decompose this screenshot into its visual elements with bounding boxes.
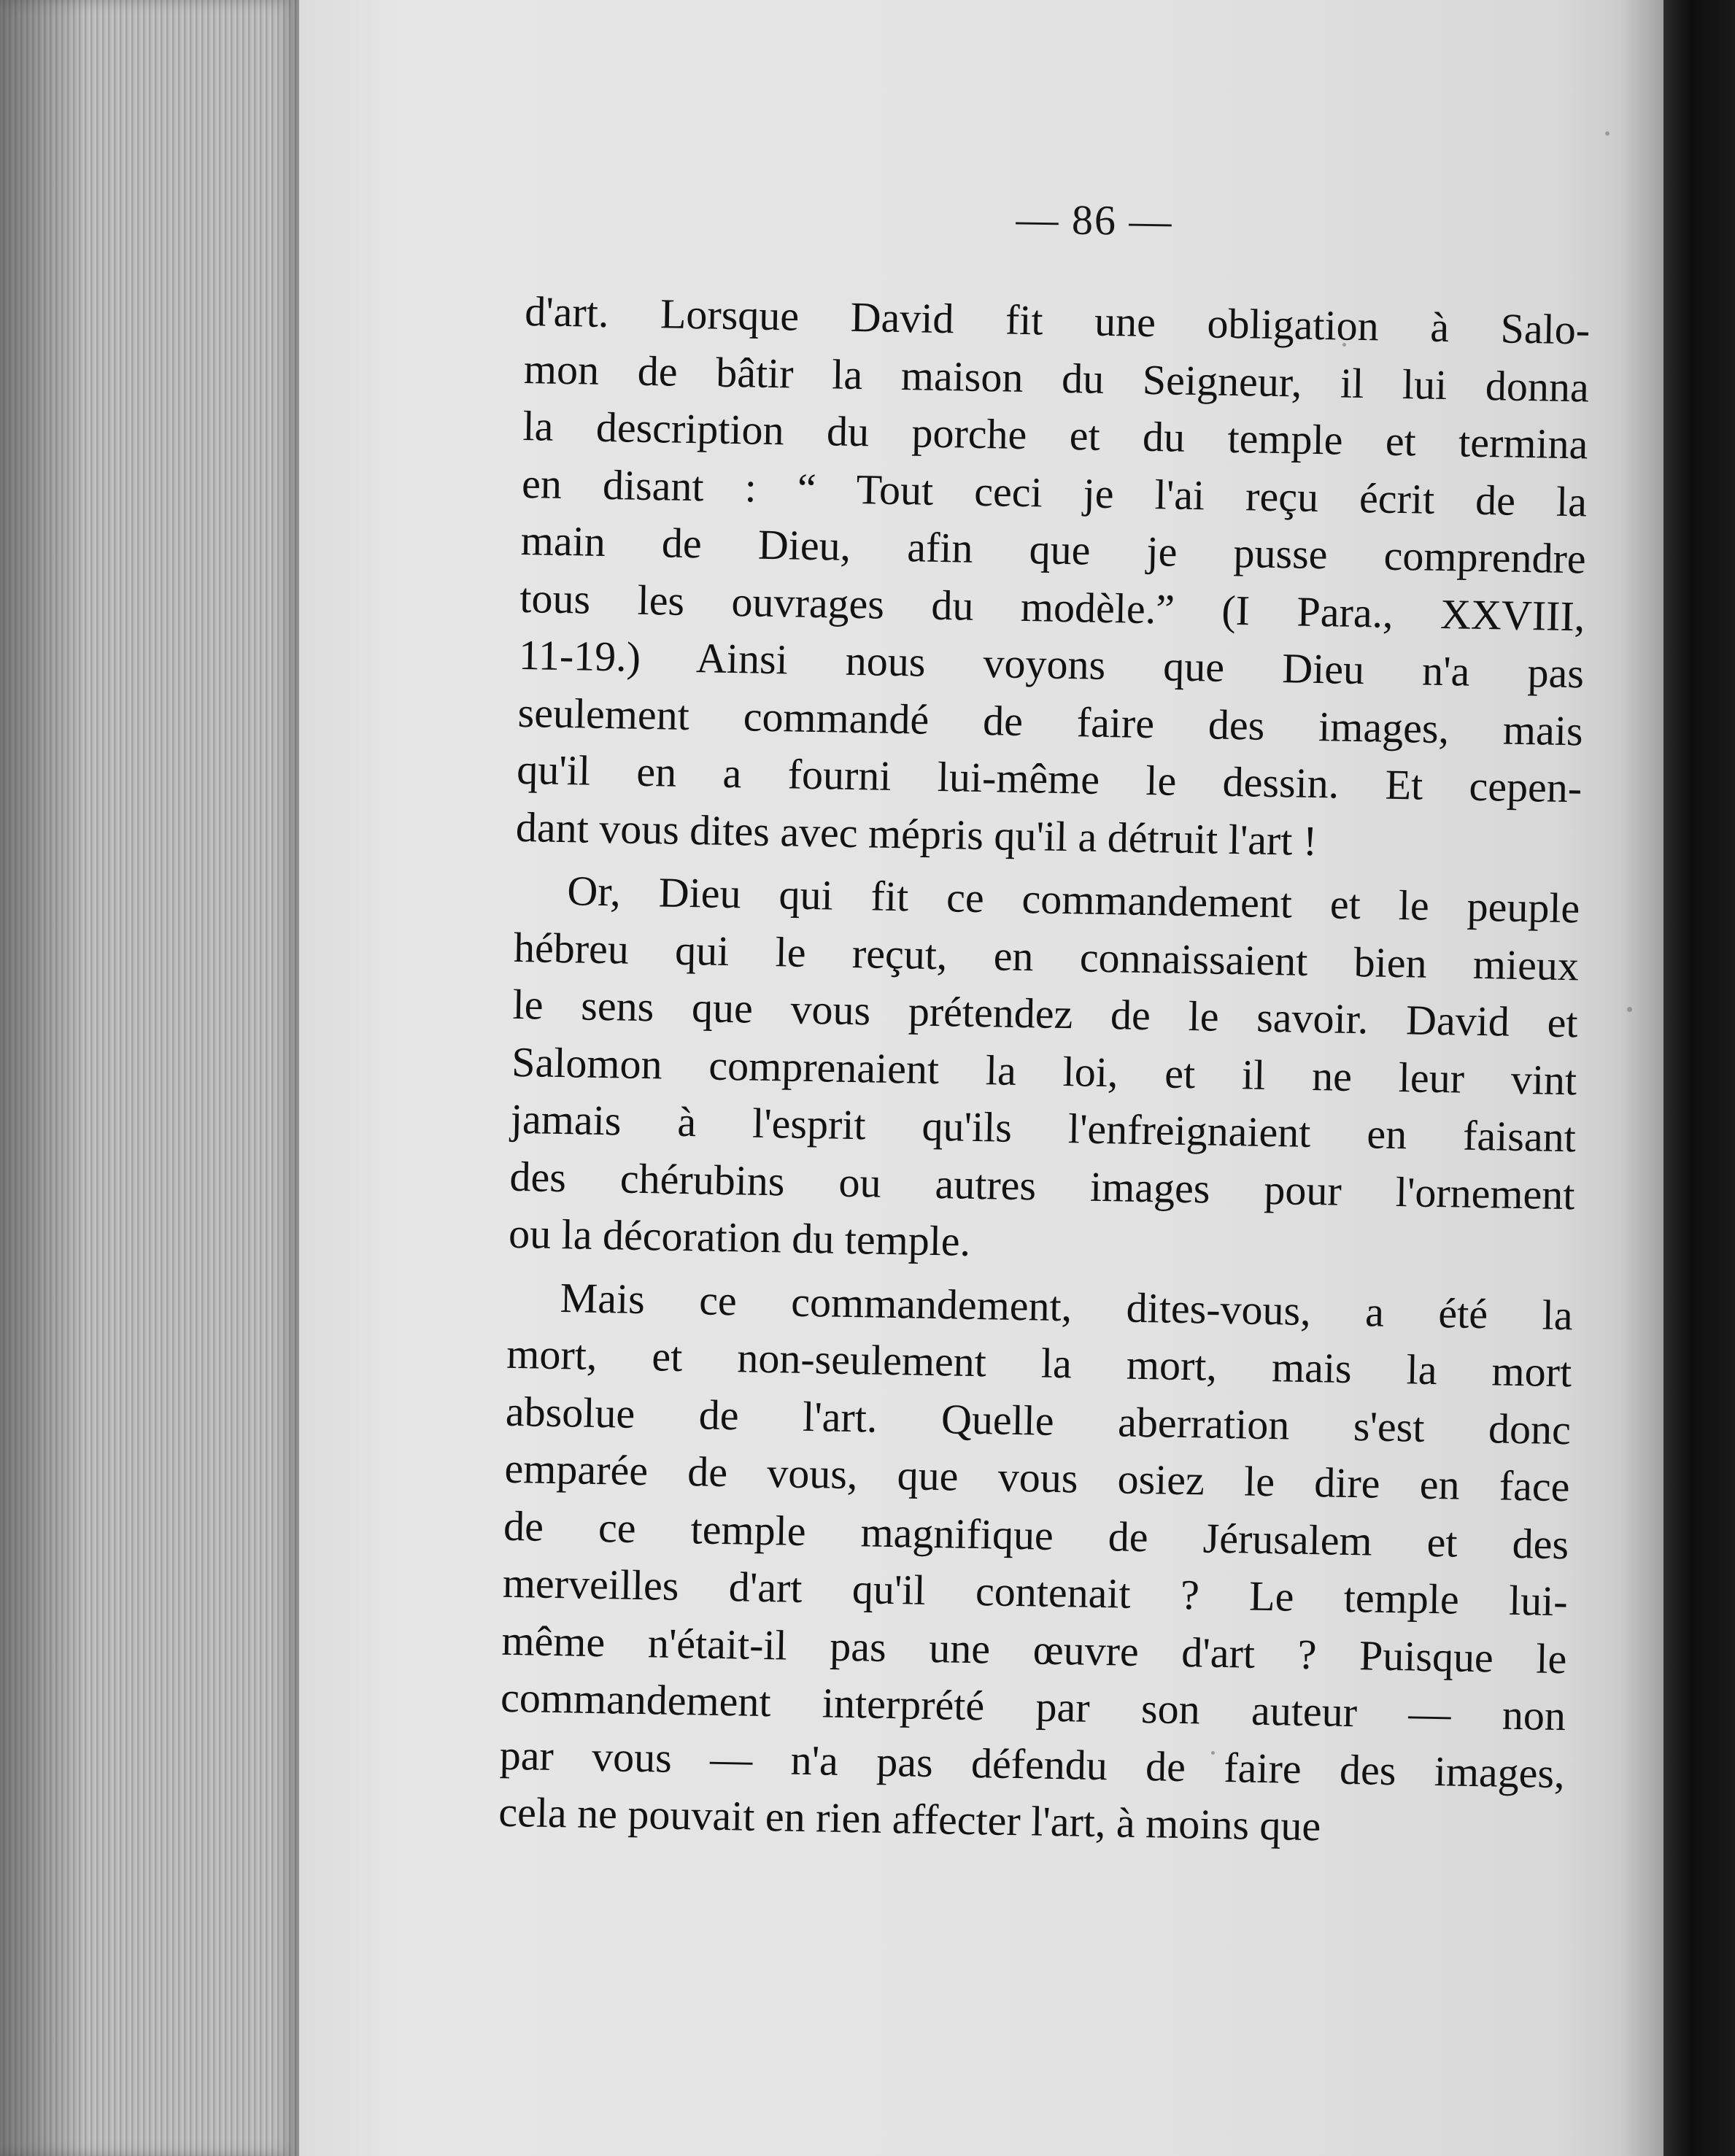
text-line: 11-19.) Ainsi nous voyons que Dieu n'a pas <box>518 630 1585 698</box>
paragraph-3 <box>498 1268 1573 1859</box>
text-line: dant vous dites avec mépris qu'il a détruit l'art ! <box>515 803 1318 865</box>
text-line: Or, Dieu qui fit ce commandement et le peuple <box>566 867 1580 932</box>
text-line: cela ne pouvait en rien affecter l'art, à moins que <box>498 1788 1321 1850</box>
text-line: de ce temple magnifique de Jérusalem et des <box>503 1502 1569 1568</box>
text-line: absolue de l'art. Quelle aberration s'est donc <box>505 1387 1572 1453</box>
text-line: même n'était-il pas une œuvre d'art ? Puisque le <box>501 1616 1567 1682</box>
text-line: mon de bâtir la maison du Seigneur, il lui donna <box>523 344 1590 411</box>
body-text <box>498 283 1591 1860</box>
paragraph-1 <box>515 283 1590 874</box>
dust-speck <box>1627 1007 1632 1012</box>
text-line: tous les ouvrages du modèle.” (I Para., XXVIII, <box>519 573 1585 640</box>
text-line: la description du porche et du temple et termina <box>522 401 1588 468</box>
text-line: merveilles d'art qu'il contenait ? Le temple lui- <box>502 1558 1569 1626</box>
text-line: en disant : “ Tout ceci je l'ai reçu écrit de la <box>521 459 1588 525</box>
text-line: le sens que vous prétendez de le savoir. David et <box>512 980 1579 1047</box>
dust-speck <box>1605 131 1610 136</box>
text-line: par vous — n'a pas défendu de faire des images, <box>499 1731 1566 1797</box>
text-line: qu'il en a fourni lui-même le dessin. Et cepen- <box>516 745 1583 812</box>
text-line: main de Dieu, afin que je pusse comprendre <box>520 516 1587 583</box>
page-number: — 86 — <box>1016 195 1173 245</box>
text-line: emparée de vous, que vous osiez le dire en face <box>504 1444 1570 1511</box>
text-line: Mais ce commandement, dites-vous, a été la <box>560 1273 1574 1339</box>
book-page-edges <box>0 0 299 2156</box>
text-line: d'art. Lorsque David fit une obligation à Salo- <box>524 287 1591 354</box>
text-line: mort, et non-seulement la mort, mais la mort <box>506 1329 1572 1396</box>
text-line: jamais à l'esprit qu'ils l'enfreignaient en faisant <box>510 1094 1577 1162</box>
text-line: hébreu qui le reçut, en connaissaient bien mieux <box>513 923 1580 989</box>
text-line: des chérubins ou autres images pour l'ornement <box>509 1152 1575 1218</box>
paragraph-2 <box>509 862 1580 1281</box>
dark-scan-border <box>1663 0 1735 2156</box>
text-line: seulement commandé de faire des images, mais <box>517 688 1584 754</box>
text-line: commandement interprété par son auteur — non <box>500 1673 1566 1740</box>
text-line: ou la décoration du temple. <box>508 1209 971 1265</box>
text-line: Salomon comprenaient la loi, et il ne leur vint <box>511 1038 1577 1104</box>
